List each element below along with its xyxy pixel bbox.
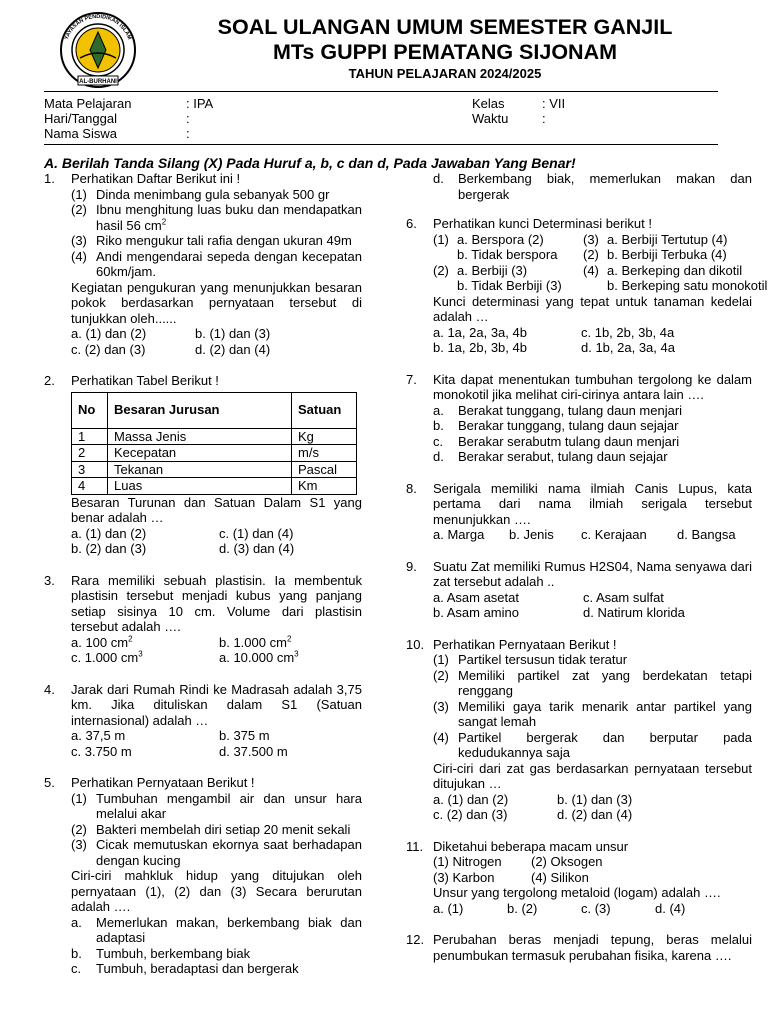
question-prompt: Ciri-ciri mahkluk hidup yang ditujukan oleh pernyataan (1), (2) dan (3) Secara berurutan adalah ….: [71, 868, 362, 914]
question-9: [406, 559, 752, 621]
option-d[interactable]: a. 10.000 $cm^3$: [219, 649, 299, 665]
table-row: 2 Kecepatan m/s: [72, 445, 357, 462]
table-row: 4 Luas Km: [72, 478, 357, 495]
option-b[interactable]: b. (1) dan (3): [557, 791, 633, 807]
answer-options: [433, 792, 752, 823]
answer-options: [433, 590, 752, 621]
question-stem: Rara memiliki sebuah plastisin. Ia membentuk plastisin tersebut menjadi kubus yang panjang setiap sisinya 10 cm. Volume dari plastisin tersebut adalah ….: [71, 572, 362, 634]
option-c[interactable]: c. (2) dan (3): [71, 341, 146, 357]
statement: (3) Cicak memutuskan ekornya saat berhadapan dengan kucing: [71, 837, 362, 868]
option-c[interactable]: c. (2) dan (3): [433, 807, 508, 822]
option-b[interactable]: b. Asam amino: [433, 605, 519, 620]
info-waktu-value: :: [542, 111, 546, 126]
info-mapel-label: Mata Pelajaran: [44, 96, 132, 111]
question-stem: Perubahan beras menjadi tepung, beras melalui penumbukan termasuk perubahan fisika, karena ….: [433, 932, 752, 963]
instruction: A. Berilah Tanda Silang (X) Pada Huruf a, b, c dan d, Pada Jawaban Yang Benar!: [44, 155, 576, 171]
question-prompt: Kegiatan pengukuran yang menunjukkan besaran pokok berdasarkan pernyataan tersebut di tunjukkan oleh......: [71, 279, 362, 326]
left-column: [44, 171, 362, 993]
info-kelas-value: : VII: [542, 96, 566, 111]
question-8: [406, 481, 752, 543]
table-row: 1 Massa Jenis Kg: [72, 428, 357, 445]
option-a[interactable]: a. Marga: [433, 527, 485, 542]
option-d[interactable]: d. Berakar serabut, tulang daun sejajar: [433, 449, 668, 464]
option-a[interactable]: a. 37,5 m: [71, 728, 126, 743]
question-stem: Perhatikan Pernyataan Berikut !: [433, 636, 617, 652]
question-stem: Perhatikan Pernyataan Berikut !: [71, 775, 255, 790]
question-4: [44, 682, 362, 760]
option-b[interactable]: b. Tumbuh, berkembang biak: [71, 945, 251, 961]
option-d[interactable]: d. (4): [655, 900, 686, 916]
info-hari-value: :: [186, 111, 190, 126]
question-stem: Kita dapat menentukan tumbuhan tergolong ke dalam monokotil jika melihat ciri-cirinya antara lain ….: [433, 371, 752, 402]
option-d[interactable]: d. 37.500 m: [219, 743, 288, 759]
question-number: 11.: [406, 838, 424, 854]
option-a[interactable]: a. 1a, 2a, 3a, 4b: [433, 324, 527, 340]
option-b[interactable]: b. 375 m: [219, 728, 270, 743]
option-c[interactable]: c. 1.000 $cm^3$: [71, 649, 143, 665]
exam-title: SOAL ULANGAN UMUM SEMESTER GANJIL: [217, 15, 673, 39]
option-a[interactable]: a. (1) dan (2): [71, 326, 147, 341]
logo-text-bottom: AL-BURHANI: [79, 79, 117, 85]
question-number: 8.: [406, 480, 417, 496]
right-column: [406, 171, 768, 979]
quantity-table: [71, 392, 357, 495]
question-number: 5.: [44, 775, 55, 790]
option-a[interactable]: a. Memerlukan makan, berkembang biak dan adaptasi: [71, 914, 362, 945]
statement: (2) Ibnu menghitung luas buku dan mendapatkan hasil 56 $cm^2$: [71, 202, 362, 233]
logo-text-top: YAYASAN PENDIDIKAN ISLAM: [63, 13, 133, 41]
answer-options: [433, 527, 752, 543]
question-stem: Perhatikan Daftar Berikut ini !: [71, 171, 241, 186]
question-prompt: Kunci determinasi yang tepat untuk tanaman kedelai adalah …: [433, 293, 752, 324]
table-header: Besaran Jurusan: [108, 392, 292, 428]
element-list: (1) Nitrogen (2) Oksogen (3) Karbon (4) Silikon: [433, 854, 603, 885]
school-name: MTs GUPPI PEMATANG SIJONAM: [272, 40, 618, 64]
option-c[interactable]: c. 3.750 m: [71, 743, 132, 759]
question-12: [406, 932, 752, 963]
option-c[interactable]: c. (3): [581, 900, 611, 916]
statement: (2) Bakteri membelah diri setiap 20 menit sekali: [71, 821, 351, 837]
question-stem: Perhatikan kunci Determinasi berikut !: [433, 216, 652, 231]
question-3: [44, 573, 362, 666]
option-b[interactable]: b. (2): [507, 900, 538, 916]
statement: (4) Andi mengendarai sepeda dengan kecepatan 60km/jam.: [71, 248, 362, 279]
info-kelas-label: Kelas: [472, 96, 505, 111]
statement: (1) Tumbuhan mengambil air dan unsur hara melalui akar: [71, 790, 362, 821]
option-d[interactable]: d. Bangsa: [677, 527, 736, 542]
question-number: 6.: [406, 216, 417, 231]
option-b[interactable]: b. 1.000 $cm^2$: [219, 634, 292, 650]
question-number: 1.: [44, 171, 55, 186]
question-10: [406, 637, 752, 823]
answer-options: [71, 326, 362, 357]
option-a[interactable]: a. 100 $cm^2$: [71, 634, 133, 650]
question-11: [406, 839, 752, 917]
academic-year: TAHUN PELAJARAN 2024/2025: [348, 66, 542, 81]
answer-options: [71, 635, 362, 666]
school-logo: [50, 8, 146, 88]
question-prompt: Ciri-ciri dari zat gas berdasarkan pernyataan tersebut ditujukan …: [433, 760, 752, 791]
option-d[interactable]: d. 1b, 2a, 3a, 4a: [581, 340, 675, 355]
option-a[interactable]: a. (1) dan (2): [71, 525, 147, 541]
info-mapel-value: : IPA: [186, 96, 214, 111]
option-d[interactable]: d. Natirum klorida: [583, 605, 685, 620]
option-a[interactable]: a. (1): [433, 900, 464, 916]
option-c[interactable]: c. Kerajaan: [581, 527, 647, 542]
info-waktu-label: Waktu: [472, 111, 509, 126]
option-a[interactable]: a. Berakat tunggang, tulang daun menjari: [433, 402, 683, 418]
option-d[interactable]: d. (2) dan (4): [557, 807, 633, 822]
header-divider-top: [44, 91, 718, 92]
question-stem: Perhatikan Tabel Berikut !: [71, 373, 219, 388]
question-stem: Serigala memiliki nama ilmiah Canis Lupus, kata pertama dari nama ilmiah serigala tersebut menunjukkan ….: [433, 480, 752, 527]
option-c[interactable]: c. Berakar serabutm tulang daun menjari: [433, 433, 680, 449]
statement: (3) Memiliki gaya tarik menarik antar partikel yang sangat lemah: [433, 698, 752, 729]
option-c[interactable]: c. Asam sulfat: [583, 589, 664, 605]
question-1: [44, 171, 362, 357]
option-a[interactable]: a. Asam asetat: [433, 589, 519, 605]
statement: (2) Memiliki partikel zat yang berdekatan tetapi renggang: [433, 667, 752, 698]
statement: (3) Riko mengukur tali rafia dengan ukuran 49m: [71, 233, 352, 248]
info-hari-label: Hari/Tanggal: [44, 111, 117, 126]
option-b[interactable]: b. (2) dan (3): [71, 541, 147, 556]
determination-key: (1) a. Berspora (2) (3) a. Berbiji Tertutup (4) b. Tidak berspora (2) b. Berbiji Terbuka (4) (2) a. Berbiji (3) (4) a. Berkeping dan dikotil b. Tidak Berbiji (3) b. Berkeping satu monokotil: [433, 231, 768, 293]
question-prompt: Unsur yang tergolong metaloid (logam) adalah ….: [433, 885, 721, 900]
option-c[interactable]: c. 1b, 2b, 3b, 4a: [581, 324, 675, 340]
option-c[interactable]: c. Tumbuh, beradaptasi dan bergerak: [71, 961, 299, 976]
statement: (1) Dinda menimbang gula sebanyak 500 gr: [71, 186, 330, 202]
option-b[interactable]: b. 1a, 2b, 3b, 4b: [433, 340, 527, 355]
statement: (1) Partikel tersusun tidak teratur: [433, 652, 628, 667]
question-number: 4.: [44, 681, 55, 697]
option-b[interactable]: b. Berakar tunggang, tulang daun sejajar: [433, 418, 679, 433]
header-divider-bottom: [44, 144, 718, 145]
option-d[interactable]: d. (3) dan (4): [219, 541, 295, 556]
option-b[interactable]: b. Jenis: [509, 527, 554, 542]
table-header: No: [72, 392, 108, 428]
question-number: 10.: [406, 636, 425, 652]
question-5: [44, 775, 362, 977]
option-d[interactable]: d. Berkembang biak, memerlukan makan dan bergerak: [433, 171, 752, 202]
question-2: [44, 373, 362, 557]
answer-options: [433, 325, 752, 356]
question-prompt: Besaran Turunan dan Satuan Dalam S1 yang benar adalah …: [71, 494, 362, 525]
question-stem: Suatu Zat memiliki Rumus H2S04, Nama senyawa dari zat tersebut adalah ..: [433, 558, 752, 589]
option-d[interactable]: d. (2) dan (4): [195, 341, 271, 357]
table-row: 3 Tekanan Pascal: [72, 461, 357, 478]
table-header: Satuan: [292, 392, 357, 428]
question-number: 2.: [44, 373, 55, 388]
question-number: 3.: [44, 572, 55, 588]
answer-options: [71, 728, 362, 759]
answer-options: [71, 526, 362, 557]
question-number: 7.: [406, 371, 417, 387]
info-nama-value: :: [186, 126, 190, 141]
option-c[interactable]: c. (1) dan (4): [219, 525, 294, 541]
question-stem: Diketahui beberapa macam unsur: [433, 838, 629, 854]
statement: (4) Partikel bergerak dan berputar pada kedudukannya saja: [433, 729, 752, 760]
question-number: 12.: [406, 932, 425, 947]
option-b[interactable]: b. (1) dan (3): [195, 326, 271, 341]
answer-options: [433, 901, 752, 917]
question-stem: Jarak dari Rumah Rindi ke Madrasah adalah 3,75 km. Jika dituliskan dalam S1 (Satuan internasional) adalah …: [71, 681, 362, 728]
info-nama-label: Nama Siswa: [44, 126, 117, 141]
question-7: [406, 372, 752, 465]
question-5-continued: [406, 171, 752, 202]
question-number: 9.: [406, 558, 417, 574]
option-a[interactable]: a. (1) dan (2): [433, 791, 509, 807]
question-6: [406, 216, 768, 356]
